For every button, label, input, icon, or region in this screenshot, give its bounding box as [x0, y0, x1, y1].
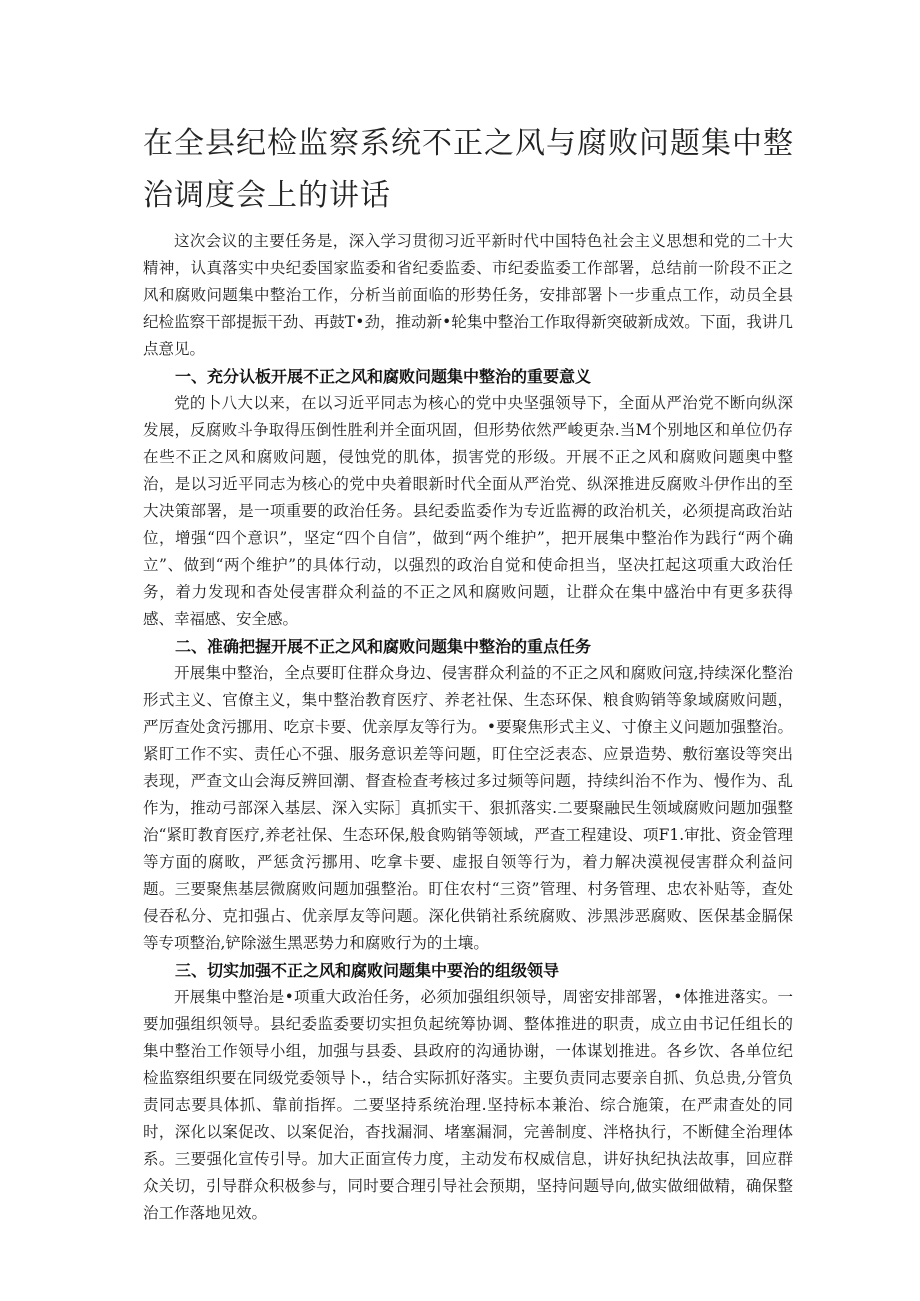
- section-heading-3: 三、切实加强不正之风和腐败问题集中要治的组级领导: [175, 961, 560, 980]
- section-3-paragraph: 开展集中整治是•项重大政治任务，必须加强组织领导，周密安排部署，•体推进落实。一要加强组织领导。县纪委监委要切实担负起统筹协调、整体推进的职责，成立由书记任组长的集中整治工作领导小组，加强与县委、县政府的沟通协谢，一体谋划推进。各乡饮、各单位纪检监察组织要在同级党委领导卜.，结合实际抓好落实。主要负责同志要亲自抓、负总贵,分管负责同志要具体抓、靠前指挥。二要坚持系统治理.坚持标本兼治、综合施策，在严肃查处的同时，深化以案促改、以案促治，杳找漏洞、堵塞漏洞，完善制度、泮格执行，不断健全治理体系。三要强化宣传引导。加大正面宣传力度，主动发布权威信息，讲好执纪执法故事，回应群众关切，引导群众积极参与，同时要合理引导社会预期，坚持问题导向,做实做细做精，确保整治工作落地见效。: [143, 988, 793, 1222]
- section-1-paragraph: 党的卜八大以来，在以习近平同志为核心的党中央坚强领导下，全面从严治党不断向纵深发展，反腐败斗争取得压倒性胜利并全面巩固，但形势依然严峻更杂.当M个别地区和单位仍存在些不正之风和腐败问题，侵蚀党的肌体，损害党的形级。开展不正之风和腐败问题奥中整治，是以习近平同志为核心的党中央着眼新时代全面从严治党、纵深推进反腐败斗伊作出的至大决策部署，是一项重要的政治任务。县纪委监委作为专近监褥的政治机关，必须提高政治站位，增强“四个意识”，坚定“四个自信”，做到“两个维护”，把开展集中整治作为践行“两个确立”、做到“两个维护”的具体行动，以强烈的政治自觉和使命担当，坚决扛起这项重大政治任务，着力发现和杳处侵害群众利益的不正之风和腐败问题，让群众在集中盛治中有更多获得感、幸福感、安全感。: [143, 394, 793, 628]
- section-heading-2: 二、准确把握开展不正之风和腐败问题集中整治的重点任务: [175, 637, 592, 656]
- section-2-paragraph: 开展集中整治，全点要盯住群众身边、侵害群众利益的不正之风和腐败问寇,持续深化整治形式主义、官僚主义，集中整治教育医疗、养老社保、生态环保、粮食购销等象域腐败问题，严厉查处贪污挪用、吃京卡要、优亲厚友等行为。•要聚焦形式主义、寸僚主义问题加强整治。紧盯工作不实、责任心不强、服务意识差等问题，盯住空泛表态、应景造势、敷衍塞设等突出表现，严查文山会海反辨回潮、督查检查考核过多过频等问题，持续纠治不作为、慢作为、乱作为，推动弓部深入基层、深入实际］真抓实干、狠抓落实.二要聚融民生领域腐败问题加强整治“紧盯教育医疗,养老社保、生态环保,般食购销等领域，严查工程建设、项F1.审批、资金管理等方面的腐畋，严惩贪污挪用、吃拿卡要、虚报自领等行为，着力解决漠视侵害群众利益问题。三要聚焦基层微腐败问题加强整治。盯住农村“三资”管理、村务管理、忠农补贴等，查处侵吞私分、克扣强占、优亲厚友等问题。深化供销社系统腐败、涉黑涉恶腐败、医保基金膈保等专项整治,铲除滋生黑恶势力和腐败行为的土壤。: [143, 664, 793, 952]
- document-body: [143, 228, 793, 1227]
- document-title: 在全县纪检监察系统不正之风与腐败问题集中整治调度会上的讲话: [143, 126, 794, 213]
- section-heading-1: 一、充分认板开展不正之风和腐败问题集中整治的重要意义: [175, 367, 592, 386]
- intro-paragraph: 这次会议的主要任务是，深入学习贯彻习近平新时代中国特色社会主义思想和党的二十大精神，认真落实中央纪委国家监委和省纪委监委、市纪委监委工作部署，总结前一阶段不正之风和腐败问题集中整治工作，分析当前面临的形势任务，安排部署卜一步重点工作，动员全县纪检监察干部提振干劲、再鼓T•劲，推动新•轮集中整治工作取得新突破新成效。下面，我讲几点意见。: [143, 232, 793, 358]
